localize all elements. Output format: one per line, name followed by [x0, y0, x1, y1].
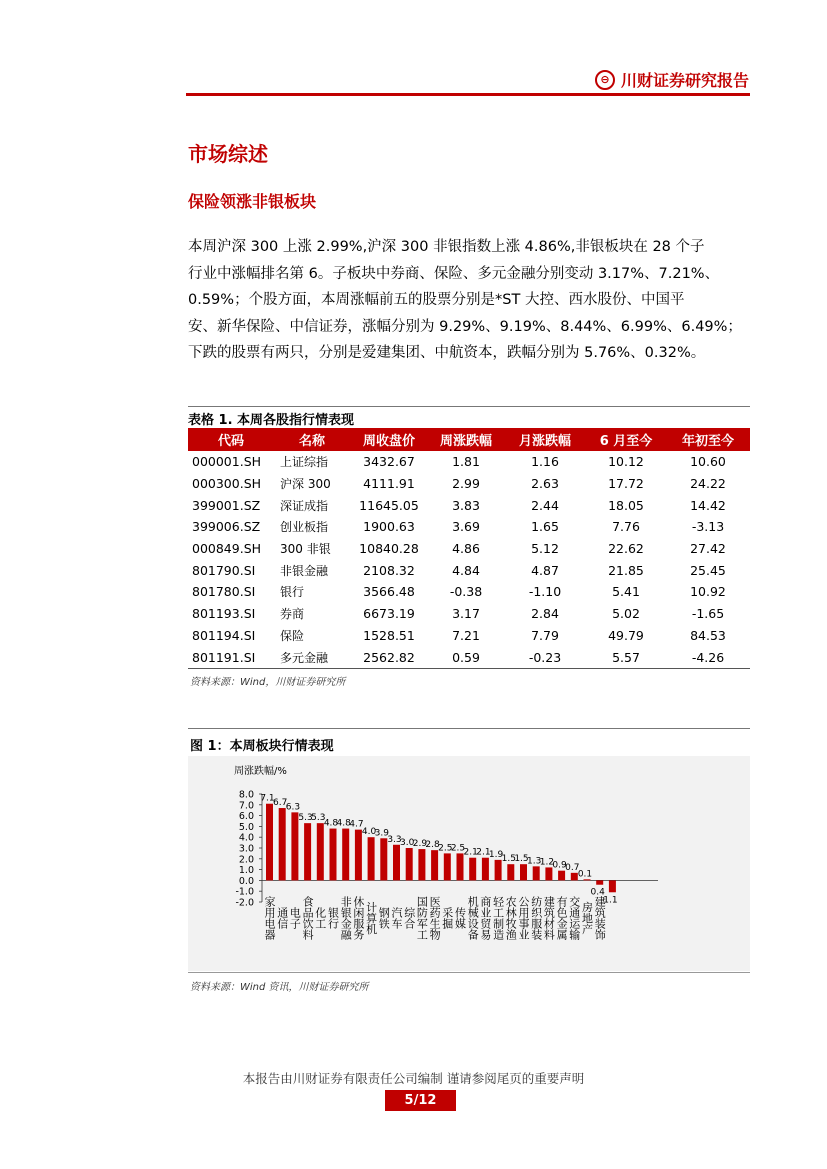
bar [330, 829, 337, 881]
category-label: 医药生物 [428, 896, 442, 940]
table-cell: 7.21 [452, 627, 480, 643]
table-cell: 000849.SH [192, 541, 262, 557]
table-row [188, 646, 750, 668]
table-cell: 1.81 [452, 454, 480, 470]
category-label: 家用电器 [263, 896, 276, 940]
table-cell: 10.60 [690, 454, 726, 470]
table-cell: 2562.82 [350, 646, 428, 668]
category-label: 休闲服务 [351, 896, 365, 940]
col-header: 年初至今 [666, 428, 750, 451]
category-label: 非银金融 [339, 896, 353, 940]
figure-source: 资料来源：Wind 资讯，川财证券研究所 [190, 982, 369, 993]
bar [469, 858, 476, 881]
table-cell: 399001.SZ [192, 497, 261, 513]
table-cell: -0.38 [449, 584, 483, 600]
col-header: 6 月至今 [586, 428, 666, 451]
bar [355, 830, 362, 881]
data-label: 2.9 [412, 839, 428, 850]
data-label: 7.1 [260, 793, 275, 804]
table-cell: -1.10 [528, 584, 562, 600]
data-label: 2.8 [425, 840, 440, 851]
bar [495, 860, 502, 881]
category-label: 建筑装饰 [593, 896, 607, 940]
bar [533, 866, 540, 880]
table-cell: 14.42 [690, 497, 726, 513]
table-cell: 3.17 [452, 606, 480, 622]
table-cell: 保险 [280, 628, 305, 643]
paragraph-line: 安、新华保险、中信证券，涨幅分别为 9.29%、9.19%、8.44%、6.99%、6.49%； [188, 318, 742, 335]
data-label: 1.2 [539, 857, 555, 868]
data-label: 0.7 [565, 862, 580, 873]
table-row [188, 625, 750, 647]
table-cell: 11645.05 [359, 497, 419, 513]
y-tick-label: 2.0 [238, 854, 254, 866]
table-cell: 3432.67 [363, 454, 415, 470]
data-label: 2.1 [476, 847, 491, 858]
table-cell: 多元金融 [274, 646, 350, 668]
data-label: 5.3 [298, 813, 313, 824]
table-cell: 7.79 [531, 627, 559, 643]
bar [457, 853, 464, 880]
y-tick-label: 1.0 [238, 865, 254, 877]
paragraph-line: 行业中涨幅排名第 6。子板块中券商、保险、多元金融分别变动 3.17%、7.21%、 [188, 265, 720, 282]
category-label: 机械设备 [466, 896, 480, 940]
bar [507, 864, 514, 880]
table-cell: 券商 [280, 607, 305, 622]
table-cell: 000001.SH [192, 454, 262, 470]
table-cell: 2.63 [531, 476, 559, 492]
col-header: 月涨跌幅 [504, 428, 586, 451]
data-label: 4.7 [349, 819, 364, 830]
table-cell: 上证综指 [280, 455, 329, 470]
bar [444, 853, 451, 880]
data-label: 2.5 [450, 843, 466, 854]
table-row [188, 581, 750, 603]
col-header: 名称 [274, 428, 350, 451]
category-label: 通信 [275, 907, 289, 929]
data-label: 1.5 [501, 854, 516, 865]
category-label: 食品饮料 [301, 896, 315, 940]
bar [545, 867, 552, 880]
data-label: 3.0 [400, 838, 415, 848]
table-cell: 5.02 [612, 606, 640, 622]
category-label: 汽车 [390, 907, 403, 929]
bar [266, 804, 273, 881]
y-tick-label: 8.0 [238, 789, 254, 801]
table-cell: 18.05 [608, 497, 644, 513]
paragraph-line: 0.59%；个股方面，本周涨幅前五的股票分别是*ST 大控、西水股份、中国平 [188, 292, 685, 308]
bar [418, 849, 425, 880]
footer-disclaimer: 本报告由川财证券有限责任公司编制 谨请参阅尾页的重要声明 [242, 1071, 585, 1086]
category-label: 建筑材料 [542, 896, 556, 940]
col-header: 周收盘价 [350, 428, 428, 451]
data-label: 4.0 [361, 827, 377, 838]
data-label: 6.7 [273, 798, 288, 809]
table-row [188, 473, 750, 495]
y-tick-label: -2.0 [235, 897, 254, 909]
table-cell: 0.59 [428, 646, 504, 668]
y-tick-label: 4.0 [238, 832, 254, 844]
bar [342, 829, 349, 881]
y-tick-label: 6.0 [238, 811, 254, 823]
table-cell: 1528.51 [363, 627, 415, 643]
category-label: 房地产 [580, 901, 594, 935]
category-label: 钢铁 [377, 907, 391, 929]
bar [304, 823, 311, 880]
data-label: 6.3 [285, 802, 301, 813]
table-cell: 17.72 [608, 476, 644, 492]
table-cell: -1.65 [691, 606, 725, 622]
category-label: 交通运输 [567, 896, 581, 940]
category-label: 采掘 [440, 907, 454, 929]
table-cell: 1.16 [531, 454, 559, 470]
table-title: 表格 1. 本周各股指行情表现 [188, 406, 750, 428]
table-cell: 27.42 [690, 541, 726, 557]
data-label: 3.3 [387, 834, 402, 845]
table-cell: 84.53 [690, 627, 726, 643]
table-cell: 5.57 [586, 646, 666, 668]
table-cell: 25.45 [690, 562, 726, 578]
data-label: 5.3 [311, 813, 326, 824]
data-label: 0.4 [590, 887, 605, 898]
bar [380, 838, 387, 880]
table-cell: -4.26 [666, 646, 750, 668]
y-axis-label: 周涨跌幅/% [234, 766, 287, 777]
y-tick-label: 7.0 [238, 800, 254, 812]
category-label: 商业贸易 [478, 896, 492, 940]
table-row [188, 559, 750, 581]
bar [406, 848, 413, 880]
data-label: 3.9 [374, 828, 389, 839]
col-header: 代码 [188, 428, 274, 451]
table-cell: 2.84 [531, 606, 559, 622]
data-label: 4.8 [336, 818, 351, 829]
table-cell: 4.87 [531, 562, 559, 578]
table-cell: 801193.SI [192, 606, 256, 622]
brand-name: 川财证券研究报告 [620, 71, 749, 90]
table-cell: 801194.SI [192, 627, 256, 643]
sub-title: 保险领涨非银板块 [188, 192, 317, 211]
bar [431, 850, 438, 880]
section-title: 市场综述 [188, 142, 268, 166]
data-label: 2.5 [438, 843, 453, 854]
table-cell: 深证成指 [280, 498, 329, 513]
data-label: 1.1 [603, 895, 618, 906]
category-label: 综合 [402, 907, 416, 929]
summary-paragraph [188, 234, 752, 367]
table-cell: 2.44 [531, 497, 559, 513]
category-label: 化工 [313, 907, 327, 929]
bar [609, 880, 616, 892]
table-row [188, 494, 750, 516]
table-cell: 10.92 [690, 584, 726, 600]
y-tick-label: 5.0 [238, 821, 254, 833]
table-cell: 801790.SI [192, 562, 256, 578]
header-divider [186, 93, 750, 96]
table-cell: 4111.91 [363, 476, 415, 492]
table-cell: 801780.SI [192, 584, 256, 600]
table-cell: 4.86 [452, 541, 480, 557]
category-label: 纺织服装 [529, 896, 543, 940]
table-cell: 21.85 [608, 562, 644, 578]
table-cell: 银行 [280, 585, 305, 600]
bar [596, 880, 603, 884]
data-label: 1.9 [488, 849, 504, 860]
table-cell: 2108.32 [363, 562, 415, 578]
y-tick-label: 3.0 [238, 843, 254, 855]
figure-title: 图 1：本周板块行情表现 [190, 739, 334, 754]
table-cell: 1.65 [531, 519, 559, 535]
table-source: 资料来源：Wind，川财证券研究所 [190, 677, 346, 688]
y-tick-label: 0.0 [238, 875, 254, 887]
paragraph-line: 下跌的股票有两只，分别是爱建集团、中航资本，跌幅分别为 5.76%、0.32%。 [188, 345, 706, 361]
table-cell: 300 非银 [280, 542, 331, 557]
bar [584, 879, 591, 880]
category-label: 电子 [288, 907, 302, 929]
table-cell: 5.41 [612, 584, 640, 600]
table-cell: 3566.48 [363, 584, 415, 600]
category-label: 计算机 [364, 901, 378, 935]
bar [279, 808, 286, 880]
bar [291, 812, 298, 880]
data-label: 1.5 [514, 854, 529, 865]
bar [558, 871, 565, 881]
bar [520, 864, 527, 880]
table-cell: 沪深 300 [280, 477, 331, 492]
y-tick-label: -1.0 [235, 886, 254, 898]
category-label: 有色金属 [555, 896, 569, 940]
table-cell: 创业板指 [280, 520, 329, 535]
table-row [188, 538, 750, 560]
table-header-row [188, 428, 750, 451]
category-label: 农林牧渔 [504, 896, 518, 940]
table-cell: 801191.SI [188, 646, 274, 668]
table-row [188, 516, 750, 538]
brand-logo-icon: ⊖ [595, 70, 615, 90]
table-cell: 399006.SZ [192, 519, 261, 535]
bar [571, 873, 578, 881]
table-cell: 1900.63 [363, 519, 415, 535]
table-cell: -0.23 [504, 646, 586, 668]
category-label: 银行 [326, 907, 340, 929]
bar [317, 823, 324, 880]
data-label: 0.1 [577, 869, 593, 880]
data-label: 2.1 [463, 847, 478, 858]
table-cell: 22.62 [608, 541, 644, 557]
category-label: 国防军工 [415, 896, 429, 940]
page-number: 5/12 [385, 1090, 456, 1111]
table-cell: -3.13 [691, 519, 725, 535]
paragraph-line: 本周沪深 300 上涨 2.99%,沪深 300 非银指数上涨 4.86%,非银板块在 28 个子 [188, 239, 705, 255]
table-row [188, 451, 750, 473]
col-header: 周涨跌幅 [428, 428, 504, 451]
category-label: 公用事业 [517, 896, 530, 940]
table-row [188, 603, 750, 625]
category-label: 轻工制造 [491, 896, 505, 940]
table-cell: 非银金融 [280, 563, 329, 578]
report-header [595, 68, 749, 91]
table-cell: 10.12 [608, 454, 644, 470]
table-cell: 49.79 [608, 627, 644, 643]
data-label: 0.9 [552, 860, 567, 871]
table-cell: 10840.28 [359, 541, 419, 557]
data-label: 1.3 [527, 856, 542, 867]
table-cell: 4.84 [452, 562, 480, 578]
table-cell: 24.22 [690, 476, 726, 492]
bar [482, 858, 489, 881]
bar [393, 845, 400, 881]
table-cell: 7.76 [612, 519, 640, 535]
category-label: 传媒 [453, 907, 467, 929]
table-cell: 000300.SH [192, 476, 262, 492]
sector-performance-chart [188, 756, 750, 971]
table-cell: 6673.19 [363, 606, 415, 622]
table-cell: 3.69 [452, 519, 480, 535]
table-cell: 5.12 [531, 541, 559, 557]
data-label: 4.8 [323, 818, 339, 829]
table-cell: 2.99 [452, 476, 480, 492]
table-cell: 3.83 [452, 497, 480, 513]
bar [368, 837, 375, 880]
index-performance-table [188, 428, 750, 669]
